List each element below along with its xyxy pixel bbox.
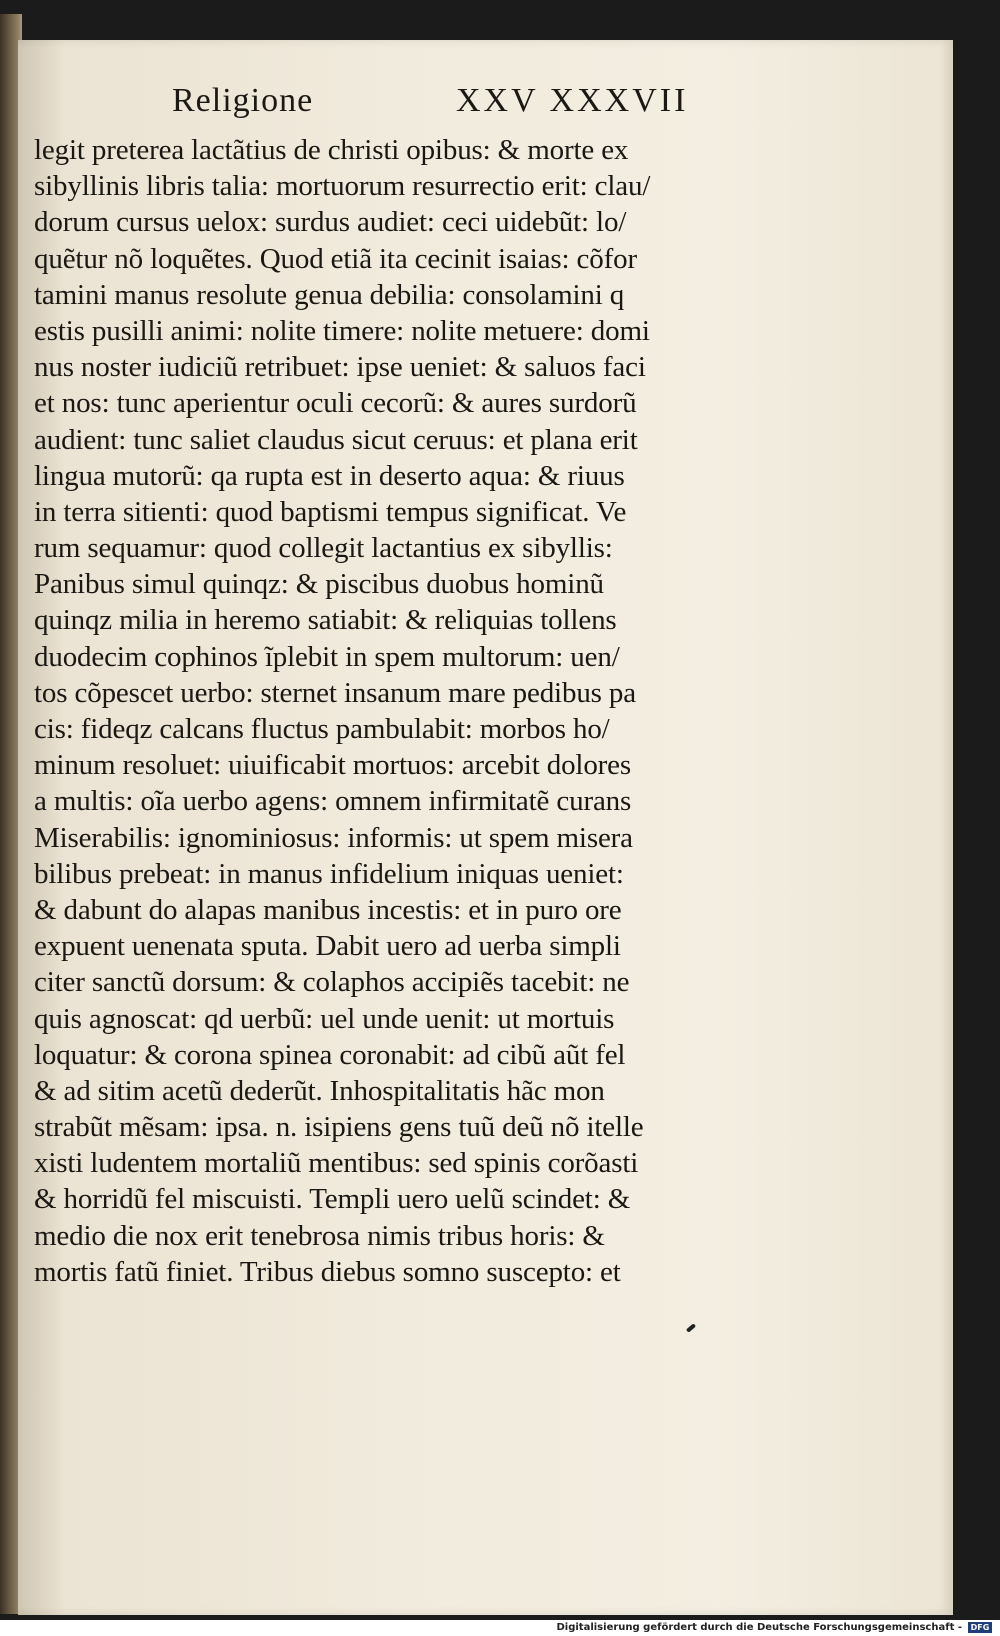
text-line: cis: fideqz calcans fluctus pambulabit: morbos ho/	[34, 713, 610, 745]
text-line: quẽtur nõ loquẽtes. Quod etiã ita cecinit isaias: cõfor	[34, 242, 637, 275]
text-line: Miserabilis: ignominiosus: informis: ut spem misera	[34, 821, 633, 854]
text-line: quinqz milia in heremo satiabit: & reliquias tollens	[34, 604, 617, 637]
text-line: nus noster iudiciũ retribuet: ipse ueniet: & saluos faci	[34, 351, 646, 384]
text-line: duodecim cophinos ĩplebit in spem multorum: uen/	[34, 640, 620, 673]
text-line: medio die nox erit tenebrosa nimis tribus horis: &	[34, 1219, 605, 1252]
text-line: rum sequamur: quod collegit lactantius ex sibyllis:	[34, 532, 613, 565]
text-line: minum resoluet: uiuificabit mortuos: arcebit dolores	[34, 749, 632, 782]
text-line: & horridũ fel miscuisti. Templi uero uelũ scindet: &	[34, 1183, 631, 1216]
dfg-logo: DFG	[968, 1622, 992, 1633]
text-line: sibyllinis libris talia: mortuorum resurrectio erit: clau/	[34, 170, 651, 203]
text-line: in terra sitienti: quod baptismi tempus significat. Ve	[34, 495, 627, 528]
text-line: quis agnoscat: qd uerbũ: uel unde uenit: ut mortuis	[34, 1002, 615, 1035]
digitization-credit: Digitalisierung gefördert durch die Deutsche Forschungsgemeinschaft -	[556, 1622, 962, 1633]
text-line: loquatur: & corona spinea coronabit: ad cibũ aũt fel	[34, 1038, 626, 1071]
text-line: et nos: tunc aperientur oculi cecorũ: & aures surdorũ	[34, 387, 637, 420]
text-line: Panibus simul quinqz: & piscibus duobus hominũ	[34, 568, 604, 601]
running-header	[0, 82, 1000, 128]
text-line: bilibus prebeat: in manus infidelium iniquas ueniet:	[34, 857, 624, 890]
text-line: & dabunt do alapas manibus incestis: et in puro ore	[34, 893, 622, 926]
text-line: dorum cursus uelox: surdus audiet: ceci uidebũt: lo/	[34, 206, 627, 239]
text-line: tamini manus resolute genua debilia: consolamini q	[34, 278, 625, 311]
running-title: Religione	[172, 82, 314, 119]
text-line: legit preterea lactãtius de christi opibus: & morte ex	[34, 134, 629, 166]
text-line: estis pusilli animi: nolite timere: nolite metuere: domi	[34, 314, 650, 347]
text-line: citer sanctũ dorsum: & colaphos accipiẽs tacebit: ne	[34, 966, 630, 999]
text-line: lingua mutorũ: qa rupta est in deserto aqua: & riuus	[34, 459, 625, 492]
text-line: strabũt mẽsam: ipsa. n. isipiens gens tuũ deũ nõ itelle	[34, 1111, 644, 1144]
text-line: audient: tunc saliet claudus sicut ceruus: et plana erit	[34, 423, 638, 456]
text-line: tos cõpescet uerbo: sternet insanum mare pedibus pa	[34, 676, 636, 709]
body-text	[34, 132, 834, 1290]
text-line: & ad sitim acetũ dederũt. Inhospitalitatis hãc mon	[34, 1074, 605, 1107]
text-line: a multis: oĩa uerbo agens: omnem infirmitatẽ curans	[34, 785, 632, 818]
text-line: mortis fatũ finiet. Tribus diebus somno suscepto: et	[34, 1255, 621, 1288]
text-line: expuent uenenata sputa. Dabit uero ad uerba simpli	[34, 930, 621, 963]
text-line: xisti ludentem mortaliũ mentibus: sed spinis corõasti	[34, 1147, 639, 1180]
folio-number: XXV XXXVII	[456, 82, 689, 119]
